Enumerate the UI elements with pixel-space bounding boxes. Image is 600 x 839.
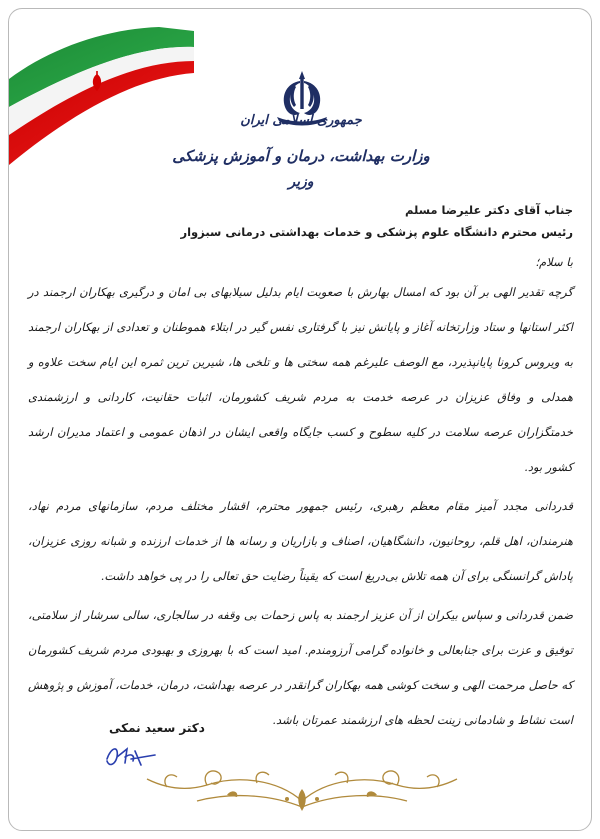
country-name: جمهوری اسلامی ایران	[240, 113, 362, 128]
iran-emblem-icon	[267, 67, 337, 147]
recipient-name: جناب آقای دکتر علیرضا مسلم	[404, 203, 573, 217]
paragraph-3: ضمن قدردانی و سپاس بیکران از آن عزیز ارجمند به پاس زحمات بی وقفه در سالجاری، سالی سرشار از سلامتی، توفیق و عزت برای جنابعالی و خانواده گرامی آرزومندم. امید است که با بهروزی و بهبودی مردم شریف کشورمان که حاصل مرحمت الهی و سخت کوشی همه بهکاران گرانقدر در عرصه بهداشت، درمان، خدمات، آموزش و پژوهش است نشاط و شادمانی زینت لحظه های ارزشمند عمرتان باشد.	[28, 608, 573, 727]
minister-title: وزیر	[288, 174, 314, 190]
recipient-title: رئیس محترم دانشگاه علوم پزشکی و خدمات بهداشتی درمانی سبزوار	[180, 225, 573, 239]
letter-body	[28, 249, 573, 738]
letter-frame	[8, 8, 592, 831]
paragraph-1: گرچه تقدیر الهی بر آن بود که امسال بهارش با صعوبت ایام بدلیل سیلابهای بی امان و درگیری بهکاران ارجمند در اکثر استانها و ستاد وزارتخانه آغاز و پایانش نیز با گرفتاری نفس گیر در ابتلاء هموطنان و تعدادی از بهکاران ارجمند به ویروس کرونا پایانپذیرد، مع الوصف علیرغم همه سختی ها و تلخی ها، شیرین ترین ثمره این ایام سخت علاوه و همدلی و وفاق عزیزان در عرصه خدمت به مردم شریف کشورمان، اثبات حقانیت، کاردانی و ارزشمندی خدمتگزاران عرصه سلامت در کلیه سطوح و کسب جایگاه واقعی ایشان در اذهان عمومی و اعتماد مدیران ارشد کشور بود.	[28, 285, 573, 474]
signer-name: دکتر سعید نمکی	[109, 721, 205, 735]
paragraph-2: قدردانی مجدد آمیز مقام معظم رهبری، رئیس جمهور محترم، اقشار مختلف مردم، سازمانهای مردم نهاد، هنرمندان، اهل قلم، روحانیون، دانشگاهیان، اصناف و بازاریان و رسانه ها از خدمات ارزنده و شبانه روزی عزیزان، پاداش گرانسنگی برای آن همه تلاش بی‌دریغ است که یقیناً رضایت حق تعالی را در پی خواهد داشت.	[28, 499, 573, 583]
ministry-name: وزارت بهداشت، درمان و آموزش پزشکی	[172, 147, 430, 165]
gold-ornament	[127, 749, 477, 819]
salutation: با سلام؛	[535, 255, 573, 269]
